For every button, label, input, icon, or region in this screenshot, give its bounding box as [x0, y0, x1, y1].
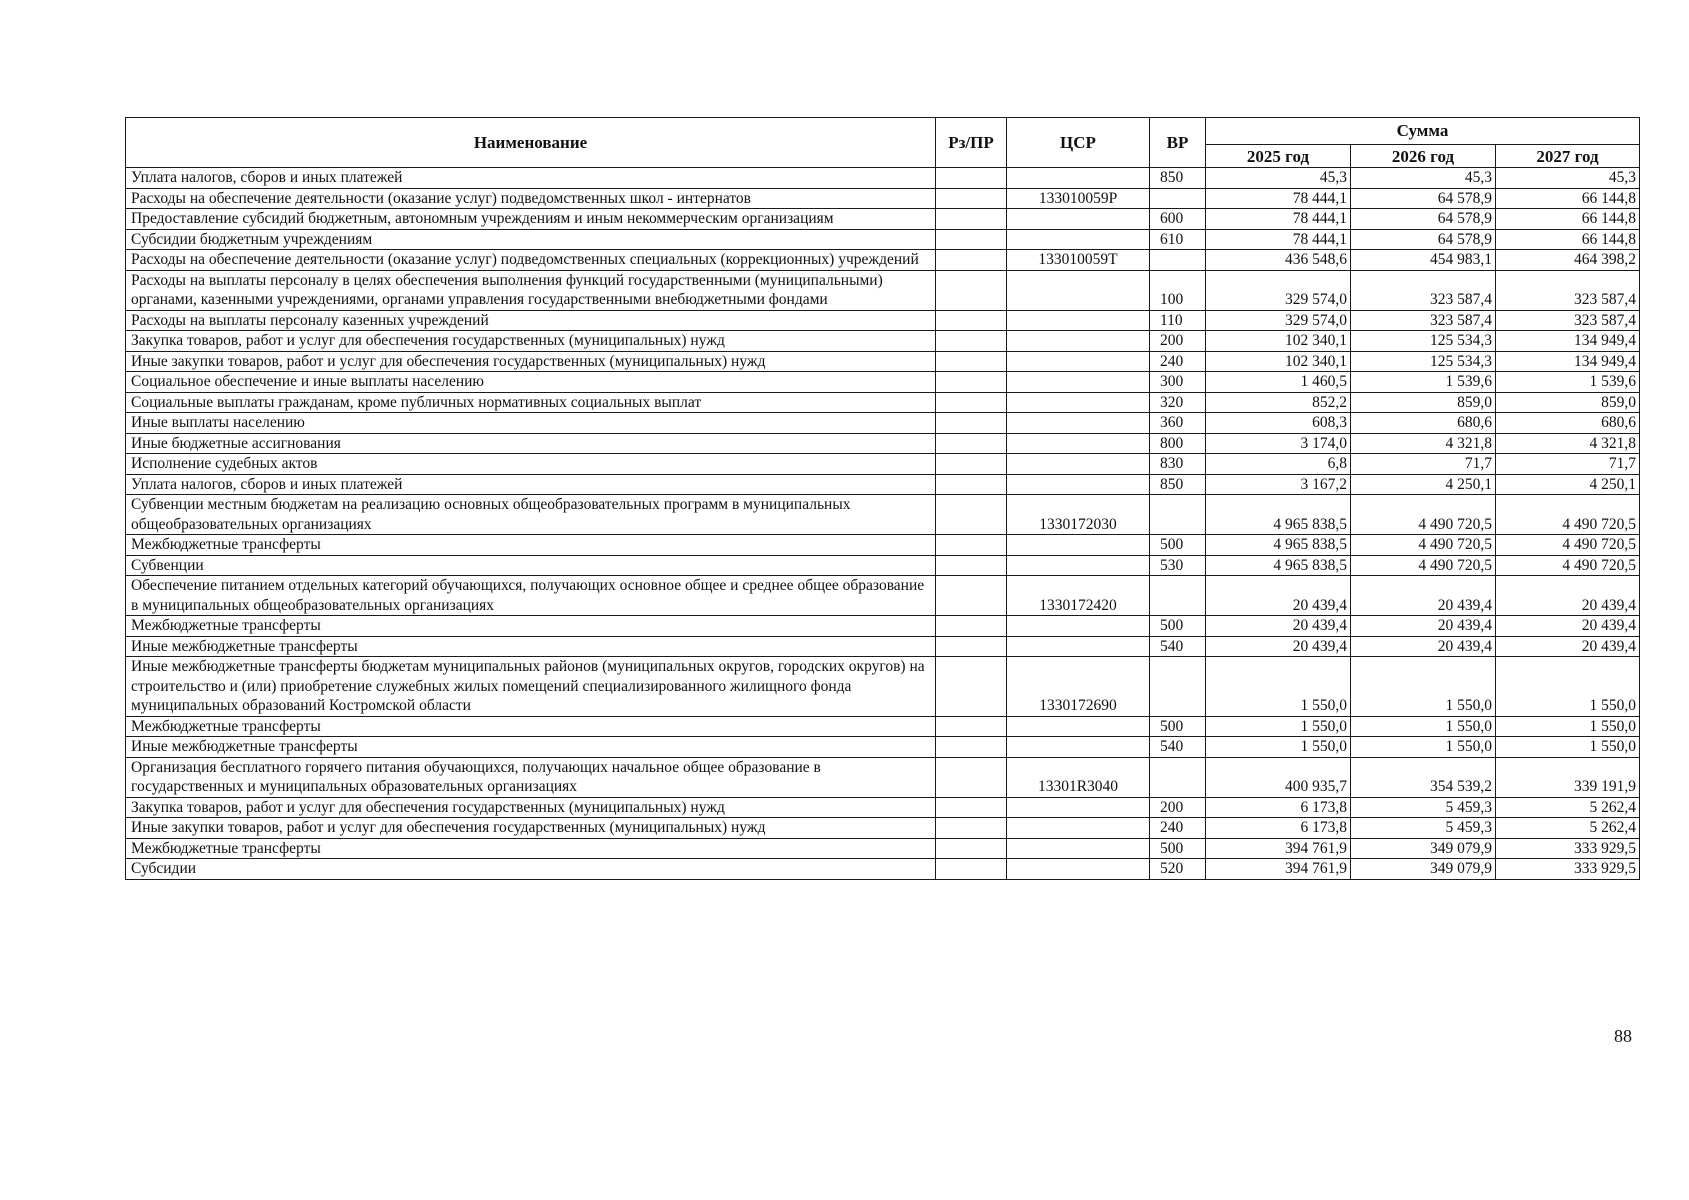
row-sum-2027: 4 490 720,5: [1496, 535, 1640, 556]
table-header: [126, 118, 1640, 168]
table-row: [126, 657, 1640, 717]
row-sum-2027: 20 439,4: [1496, 576, 1640, 616]
row-name: Расходы на обеспечение деятельности (оказание услуг) подведомственных школ - интернатов: [126, 188, 936, 209]
row-sum-2027: 339 191,9: [1496, 757, 1640, 797]
row-csr: [1007, 270, 1150, 310]
table-row: [126, 392, 1640, 413]
table-row: [126, 351, 1640, 372]
row-sum-2026: 349 079,9: [1351, 859, 1496, 880]
row-rzpr: [936, 270, 1007, 310]
row-sum-2025: 1 550,0: [1206, 657, 1351, 717]
row-csr: [1007, 331, 1150, 352]
row-rzpr: [936, 657, 1007, 717]
row-rzpr: [936, 413, 1007, 434]
row-name: Расходы на обеспечение деятельности (оказание услуг) подведомственных специальных (коррекционных) учреждений: [126, 250, 936, 271]
row-sum-2027: 859,0: [1496, 392, 1640, 413]
row-sum-2027: 134 949,4: [1496, 331, 1640, 352]
row-rzpr: [936, 454, 1007, 475]
row-sum-2026: 680,6: [1351, 413, 1496, 434]
header-year-2025: 2025 год: [1206, 145, 1351, 168]
header-sum: Сумма: [1206, 118, 1640, 145]
row-name: Субвенции: [126, 555, 936, 576]
row-rzpr: [936, 188, 1007, 209]
row-rzpr: [936, 535, 1007, 556]
row-csr: [1007, 229, 1150, 250]
header-year-2027: 2027 год: [1496, 145, 1640, 168]
row-vr: 200: [1150, 797, 1206, 818]
table-row: [126, 454, 1640, 475]
table-row: [126, 576, 1640, 616]
row-rzpr: [936, 737, 1007, 758]
row-sum-2027: 1 550,0: [1496, 657, 1640, 717]
row-vr: 540: [1150, 636, 1206, 657]
row-rzpr: [936, 797, 1007, 818]
header-vr: ВР: [1150, 118, 1206, 168]
row-sum-2025: 20 439,4: [1206, 616, 1351, 637]
row-sum-2025: 6 173,8: [1206, 797, 1351, 818]
row-sum-2025: 20 439,4: [1206, 576, 1351, 616]
row-sum-2026: 125 534,3: [1351, 331, 1496, 352]
row-sum-2027: 5 262,4: [1496, 797, 1640, 818]
row-sum-2027: 323 587,4: [1496, 310, 1640, 331]
row-name: Межбюджетные трансферты: [126, 716, 936, 737]
row-vr: [1150, 250, 1206, 271]
row-sum-2026: 454 983,1: [1351, 250, 1496, 271]
row-vr: 610: [1150, 229, 1206, 250]
row-vr: [1150, 576, 1206, 616]
row-sum-2027: 66 144,8: [1496, 209, 1640, 230]
table-row: [126, 270, 1640, 310]
row-name: Уплата налогов, сборов и иных платежей: [126, 474, 936, 495]
table-row: [126, 168, 1640, 189]
row-vr: 850: [1150, 474, 1206, 495]
row-sum-2027: 4 250,1: [1496, 474, 1640, 495]
row-vr: 200: [1150, 331, 1206, 352]
row-name: Расходы на выплаты персоналу в целях обеспечения выполнения функций государственными (муниципальными) органами, казенными учреждениями, органами управления государственными внебюджетными фондами: [126, 270, 936, 310]
row-csr: [1007, 636, 1150, 657]
row-name: Уплата налогов, сборов и иных платежей: [126, 168, 936, 189]
row-sum-2027: 680,6: [1496, 413, 1640, 434]
row-rzpr: [936, 474, 1007, 495]
row-sum-2025: 78 444,1: [1206, 209, 1351, 230]
row-sum-2025: 3 167,2: [1206, 474, 1351, 495]
row-sum-2026: 71,7: [1351, 454, 1496, 475]
table-row: [126, 310, 1640, 331]
table-row: [126, 757, 1640, 797]
table-row: [126, 229, 1640, 250]
row-sum-2027: 5 262,4: [1496, 818, 1640, 839]
row-sum-2027: 20 439,4: [1496, 636, 1640, 657]
row-vr: 500: [1150, 716, 1206, 737]
row-sum-2026: 64 578,9: [1351, 209, 1496, 230]
row-sum-2026: 323 587,4: [1351, 310, 1496, 331]
page-number: 88: [1614, 1026, 1632, 1046]
row-rzpr: [936, 310, 1007, 331]
row-name: Субсидии: [126, 859, 936, 880]
row-csr: [1007, 351, 1150, 372]
row-sum-2025: 329 574,0: [1206, 310, 1351, 331]
row-name: Межбюджетные трансферты: [126, 535, 936, 556]
row-csr: [1007, 555, 1150, 576]
table-row: [126, 474, 1640, 495]
row-vr: 600: [1150, 209, 1206, 230]
table-row: [126, 859, 1640, 880]
row-rzpr: [936, 716, 1007, 737]
row-csr: [1007, 716, 1150, 737]
row-vr: 300: [1150, 372, 1206, 393]
row-sum-2025: 4 965 838,5: [1206, 535, 1351, 556]
table-row: [126, 797, 1640, 818]
row-sum-2026: 4 490 720,5: [1351, 535, 1496, 556]
table-row: [126, 209, 1640, 230]
row-csr: [1007, 838, 1150, 859]
row-sum-2025: 6 173,8: [1206, 818, 1351, 839]
table-row: [126, 331, 1640, 352]
table-row: [126, 818, 1640, 839]
table-row: [126, 636, 1640, 657]
row-sum-2027: 66 144,8: [1496, 229, 1640, 250]
row-csr: [1007, 310, 1150, 331]
row-vr: 110: [1150, 310, 1206, 331]
table-row: [126, 372, 1640, 393]
row-name: Организация бесплатного горячего питания обучающихся, получающих начальное общее образование в государственных и муниципальных образовательных организациях: [126, 757, 936, 797]
row-csr: [1007, 209, 1150, 230]
table-row: [126, 555, 1640, 576]
row-vr: 800: [1150, 433, 1206, 454]
table-row: [126, 188, 1640, 209]
row-name: Социальное обеспечение и иные выплаты населению: [126, 372, 936, 393]
row-sum-2025: 4 965 838,5: [1206, 495, 1351, 535]
row-rzpr: [936, 757, 1007, 797]
row-name: Иные межбюджетные трансферты: [126, 737, 936, 758]
row-csr: [1007, 818, 1150, 839]
row-name: Межбюджетные трансферты: [126, 838, 936, 859]
row-rzpr: [936, 433, 1007, 454]
row-sum-2025: 436 548,6: [1206, 250, 1351, 271]
row-name: Закупка товаров, работ и услуг для обеспечения государственных (муниципальных) нужд: [126, 331, 936, 352]
row-rzpr: [936, 838, 1007, 859]
row-csr: 133010059Т: [1007, 250, 1150, 271]
row-vr: [1150, 657, 1206, 717]
row-sum-2025: 1 550,0: [1206, 716, 1351, 737]
row-sum-2026: 20 439,4: [1351, 576, 1496, 616]
row-sum-2025: 78 444,1: [1206, 229, 1351, 250]
row-sum-2025: 329 574,0: [1206, 270, 1351, 310]
row-name: Социальные выплаты гражданам, кроме публичных нормативных социальных выплат: [126, 392, 936, 413]
row-name: Иные межбюджетные трансферты бюджетам муниципальных районов (муниципальных округов, городских округов) на строительство и (или) приобретение служебных жилых помещений специализированного жилищного фонда муниципальных образований Костромской области: [126, 657, 936, 717]
row-sum-2025: 102 340,1: [1206, 351, 1351, 372]
row-name: Субвенции местным бюджетам на реализацию основных общеобразовательных программ в муниципальных общеобразовательных организациях: [126, 495, 936, 535]
row-name: Субсидии бюджетным учреждениям: [126, 229, 936, 250]
row-sum-2025: 20 439,4: [1206, 636, 1351, 657]
row-sum-2027: 1 550,0: [1496, 716, 1640, 737]
row-csr: [1007, 392, 1150, 413]
row-name: Закупка товаров, работ и услуг для обеспечения государственных (муниципальных) нужд: [126, 797, 936, 818]
row-sum-2027: 4 490 720,5: [1496, 495, 1640, 535]
row-sum-2025: 394 761,9: [1206, 859, 1351, 880]
row-csr: [1007, 797, 1150, 818]
row-csr: [1007, 433, 1150, 454]
row-name: Иные закупки товаров, работ и услуг для обеспечения государственных (муниципальных) нужд: [126, 351, 936, 372]
row-sum-2025: 1 460,5: [1206, 372, 1351, 393]
row-sum-2026: 45,3: [1351, 168, 1496, 189]
row-csr: 1330172420: [1007, 576, 1150, 616]
row-sum-2025: 78 444,1: [1206, 188, 1351, 209]
row-sum-2026: 4 490 720,5: [1351, 495, 1496, 535]
row-sum-2027: 20 439,4: [1496, 616, 1640, 637]
budget-table: [125, 117, 1640, 880]
header-name: Наименование: [126, 118, 936, 168]
row-sum-2026: 20 439,4: [1351, 616, 1496, 637]
row-sum-2026: 1 550,0: [1351, 737, 1496, 758]
row-name: Расходы на выплаты персоналу казенных учреждений: [126, 310, 936, 331]
row-sum-2026: 4 490 720,5: [1351, 555, 1496, 576]
row-sum-2027: 134 949,4: [1496, 351, 1640, 372]
row-sum-2027: 45,3: [1496, 168, 1640, 189]
row-sum-2027: 1 550,0: [1496, 737, 1640, 758]
row-sum-2025: 400 935,7: [1206, 757, 1351, 797]
row-sum-2027: 71,7: [1496, 454, 1640, 475]
row-vr: [1150, 757, 1206, 797]
row-vr: 500: [1150, 838, 1206, 859]
table-row: [126, 737, 1640, 758]
row-sum-2026: 20 439,4: [1351, 636, 1496, 657]
row-rzpr: [936, 636, 1007, 657]
row-rzpr: [936, 859, 1007, 880]
row-sum-2025: 608,3: [1206, 413, 1351, 434]
row-rzpr: [936, 576, 1007, 616]
row-vr: 500: [1150, 616, 1206, 637]
row-vr: 530: [1150, 555, 1206, 576]
row-name: Предоставление субсидий бюджетным, автономным учреждениям и иным некоммерческим организациям: [126, 209, 936, 230]
row-vr: [1150, 495, 1206, 535]
row-sum-2026: 64 578,9: [1351, 188, 1496, 209]
row-sum-2027: 4 490 720,5: [1496, 555, 1640, 576]
row-vr: [1150, 188, 1206, 209]
row-csr: [1007, 616, 1150, 637]
header-rzpr: Рз/ПР: [936, 118, 1007, 168]
row-csr: [1007, 535, 1150, 556]
table-row: [126, 535, 1640, 556]
row-rzpr: [936, 495, 1007, 535]
row-vr: 520: [1150, 859, 1206, 880]
row-csr: 133010059Р: [1007, 188, 1150, 209]
row-vr: 850: [1150, 168, 1206, 189]
row-rzpr: [936, 555, 1007, 576]
row-sum-2027: 333 929,5: [1496, 859, 1640, 880]
row-csr: [1007, 372, 1150, 393]
row-vr: 360: [1150, 413, 1206, 434]
table-row: [126, 616, 1640, 637]
row-name: Исполнение судебных актов: [126, 454, 936, 475]
row-sum-2026: 4 250,1: [1351, 474, 1496, 495]
row-rzpr: [936, 250, 1007, 271]
row-vr: 100: [1150, 270, 1206, 310]
row-sum-2025: 3 174,0: [1206, 433, 1351, 454]
row-csr: 13301R3040: [1007, 757, 1150, 797]
table-row: [126, 716, 1640, 737]
row-vr: 240: [1150, 818, 1206, 839]
row-sum-2026: 1 539,6: [1351, 372, 1496, 393]
row-sum-2027: 464 398,2: [1496, 250, 1640, 271]
row-sum-2026: 1 550,0: [1351, 716, 1496, 737]
row-rzpr: [936, 229, 1007, 250]
row-rzpr: [936, 168, 1007, 189]
row-sum-2026: 354 539,2: [1351, 757, 1496, 797]
row-vr: 240: [1150, 351, 1206, 372]
row-name: Межбюджетные трансферты: [126, 616, 936, 637]
row-sum-2026: 64 578,9: [1351, 229, 1496, 250]
row-sum-2025: 4 965 838,5: [1206, 555, 1351, 576]
row-name: Иные межбюджетные трансферты: [126, 636, 936, 657]
row-sum-2027: 66 144,8: [1496, 188, 1640, 209]
row-csr: [1007, 413, 1150, 434]
row-sum-2026: 859,0: [1351, 392, 1496, 413]
row-sum-2026: 125 534,3: [1351, 351, 1496, 372]
row-sum-2026: 5 459,3: [1351, 797, 1496, 818]
table-row: [126, 495, 1640, 535]
row-csr: [1007, 737, 1150, 758]
row-rzpr: [936, 616, 1007, 637]
row-vr: 500: [1150, 535, 1206, 556]
row-csr: [1007, 454, 1150, 475]
table-row: [126, 413, 1640, 434]
table-body: [126, 168, 1640, 880]
row-csr: [1007, 859, 1150, 880]
row-sum-2026: 349 079,9: [1351, 838, 1496, 859]
row-rzpr: [936, 209, 1007, 230]
row-name: Обеспечение питанием отдельных категорий обучающихся, получающих основное общее и среднее общее образование в муниципальных общеобразовательных организациях: [126, 576, 936, 616]
row-vr: 540: [1150, 737, 1206, 758]
header-csr: ЦСР: [1007, 118, 1150, 168]
row-vr: 830: [1150, 454, 1206, 475]
row-rzpr: [936, 331, 1007, 352]
row-sum-2027: 1 539,6: [1496, 372, 1640, 393]
row-sum-2027: 333 929,5: [1496, 838, 1640, 859]
table-row: [126, 433, 1640, 454]
row-sum-2025: 852,2: [1206, 392, 1351, 413]
table-row: [126, 838, 1640, 859]
row-name: Иные бюджетные ассигнования: [126, 433, 936, 454]
row-sum-2025: 6,8: [1206, 454, 1351, 475]
row-csr: 1330172690: [1007, 657, 1150, 717]
row-sum-2026: 4 321,8: [1351, 433, 1496, 454]
row-sum-2026: 323 587,4: [1351, 270, 1496, 310]
table-row: [126, 250, 1640, 271]
row-sum-2025: 1 550,0: [1206, 737, 1351, 758]
row-sum-2027: 4 321,8: [1496, 433, 1640, 454]
header-year-2026: 2026 год: [1351, 145, 1496, 168]
row-rzpr: [936, 818, 1007, 839]
row-csr: [1007, 474, 1150, 495]
row-name: Иные закупки товаров, работ и услуг для обеспечения государственных (муниципальных) нужд: [126, 818, 936, 839]
row-sum-2026: 1 550,0: [1351, 657, 1496, 717]
row-csr: [1007, 168, 1150, 189]
row-csr: 1330172030: [1007, 495, 1150, 535]
row-sum-2025: 45,3: [1206, 168, 1351, 189]
row-sum-2027: 323 587,4: [1496, 270, 1640, 310]
row-rzpr: [936, 372, 1007, 393]
row-sum-2025: 394 761,9: [1206, 838, 1351, 859]
row-name: Иные выплаты населению: [126, 413, 936, 434]
row-vr: 320: [1150, 392, 1206, 413]
row-rzpr: [936, 392, 1007, 413]
row-sum-2026: 5 459,3: [1351, 818, 1496, 839]
row-sum-2025: 102 340,1: [1206, 331, 1351, 352]
row-rzpr: [936, 351, 1007, 372]
